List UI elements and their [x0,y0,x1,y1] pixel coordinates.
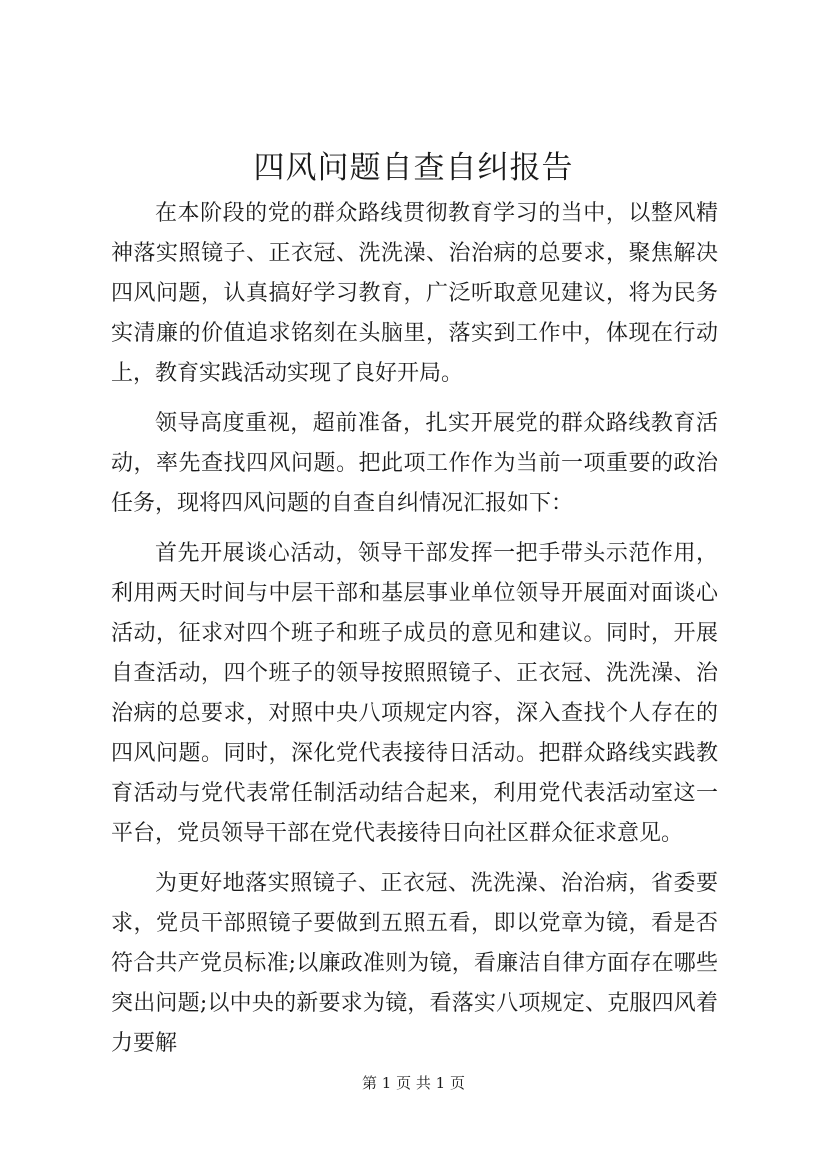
document-body [111,194,718,1074]
paragraph-1: 在本阶段的党的群众路线贯彻教育学习的当中，以整风精神落实照镜子、正衣冠、洗洗澡、治治病的总要求，聚焦解决四风问题，认真搞好学习教育，广泛听取意见建议，将为民务实清廉的价值追求铭刻在头脑里，落实到工作中，体现在行动上，教育实践活动实现了良好开局。 [111,201,718,386]
paragraph-2: 领导高度重视，超前准备，扎实开展党的群众路线教育活动，率先查找四风问题。把此项工作作为当前一项重要的政治任务，现将四风问题的自查自纠情况汇报如下： [111,411,718,516]
document-title: 四风问题自查自纠报告 [253,150,574,186]
paragraph-4: 为更好地落实照镜子、正衣冠、洗洗澡、治治病，省委要求，党员干部照镜子要做到五照五看，即以党章为镜，看是否符合共产党员标准;以廉政准则为镜，看廉洁自律方面存在哪些突出问题;以中央的新要求为镜，看落实八项规定、克服四风着力要解 [111,871,718,1056]
paragraph-3: 首先开展谈心活动，领导干部发挥一把手带头示范作用，利用两天时间与中层干部和基层事业单位领导开展面对面谈心活动，征求对四个班子和班子成员的意见和建议。同时，开展自查活动，四个班子的领导按照照镜子、正衣冠、洗洗澡、治治病的总要求，对照中央八项规定内容，深入查找个人存在的四风问题。同时，深化党代表接待日活动。把群众路线实践教育活动与党代表常任制活动结合起来，利用党代表活动室这一平台，党员领导干部在党代表接待日向社区群众征求意见。 [111,541,718,846]
page-number-footer: 第 1 页 共 1 页 [362,1074,465,1092]
